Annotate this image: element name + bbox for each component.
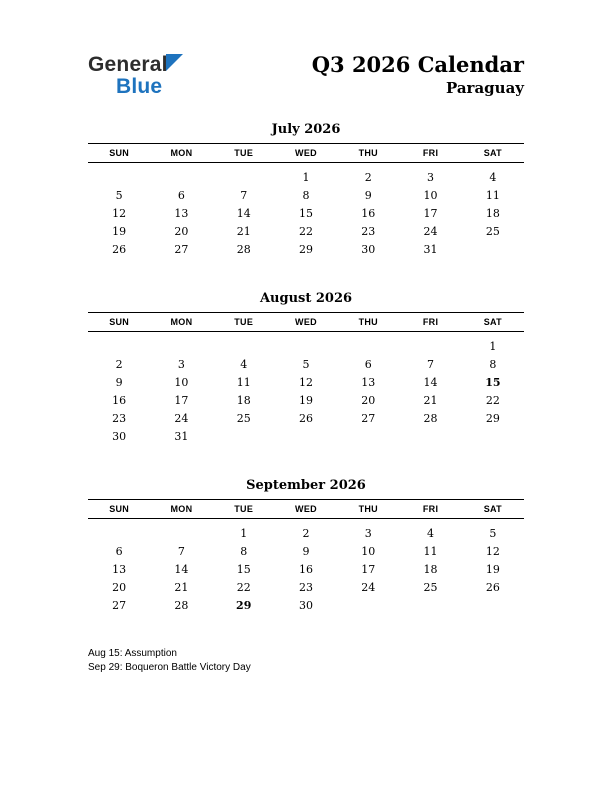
date-cell: 24 bbox=[361, 580, 376, 594]
date-cell: 4 bbox=[240, 357, 248, 371]
date-cell: 14 bbox=[236, 206, 251, 220]
day-header: TUE bbox=[234, 317, 254, 327]
date-cell: 31 bbox=[174, 429, 189, 443]
date-cell: 21 bbox=[236, 224, 251, 238]
week-row bbox=[88, 519, 524, 543]
date-cell: 13 bbox=[174, 206, 189, 220]
date-cell: 11 bbox=[236, 375, 251, 389]
date-cell: 17 bbox=[423, 206, 438, 220]
date-cell: 22 bbox=[236, 580, 251, 594]
empty-cell bbox=[399, 427, 461, 445]
day-header: SUN bbox=[109, 148, 130, 158]
day-header: WED bbox=[295, 148, 317, 158]
calendar-table bbox=[88, 312, 524, 445]
empty-cell bbox=[213, 427, 275, 445]
week-row bbox=[88, 163, 524, 187]
date-cell: 27 bbox=[361, 411, 376, 425]
day-header: THU bbox=[358, 317, 378, 327]
date-cell: 25 bbox=[423, 580, 438, 594]
date-cell: 15 bbox=[298, 206, 313, 220]
empty-cell bbox=[462, 427, 524, 445]
date-cell: 16 bbox=[361, 206, 376, 220]
date-cell: 9 bbox=[115, 375, 123, 389]
empty-cell bbox=[88, 163, 150, 187]
date-cell: 15 bbox=[485, 375, 501, 389]
week-row bbox=[88, 542, 524, 560]
week-row bbox=[88, 427, 524, 445]
date-cell: 27 bbox=[112, 598, 127, 612]
date-cell: 2 bbox=[302, 526, 310, 540]
date-cell: 1 bbox=[240, 526, 248, 540]
date-cell: 12 bbox=[485, 544, 500, 558]
date-cell: 1 bbox=[489, 339, 497, 353]
day-header-row bbox=[88, 144, 524, 163]
week-row bbox=[88, 409, 524, 427]
date-cell: 28 bbox=[423, 411, 438, 425]
empty-cell bbox=[150, 519, 212, 543]
logo-triangle-icon bbox=[166, 54, 183, 71]
date-cell: 24 bbox=[423, 224, 438, 238]
date-cell: 26 bbox=[298, 411, 313, 425]
date-cell: 14 bbox=[174, 562, 189, 576]
month-title: July 2026 bbox=[271, 122, 341, 137]
general-blue-logo bbox=[88, 52, 238, 100]
date-cell: 13 bbox=[112, 562, 127, 576]
date-cell: 30 bbox=[112, 429, 127, 443]
day-header-row bbox=[88, 313, 524, 332]
date-cell: 22 bbox=[298, 224, 313, 238]
day-header: SAT bbox=[483, 504, 502, 514]
week-row bbox=[88, 332, 524, 356]
date-cell: 9 bbox=[302, 544, 310, 558]
date-cell: 20 bbox=[361, 393, 376, 407]
date-cell: 19 bbox=[112, 224, 127, 238]
date-cell: 11 bbox=[423, 544, 438, 558]
empty-cell bbox=[399, 596, 461, 614]
date-cell: 19 bbox=[485, 562, 500, 576]
empty-cell bbox=[88, 332, 150, 356]
week-row bbox=[88, 560, 524, 578]
empty-cell bbox=[275, 427, 337, 445]
date-cell: 22 bbox=[485, 393, 500, 407]
date-cell: 24 bbox=[174, 411, 189, 425]
date-cell: 29 bbox=[485, 411, 500, 425]
empty-cell bbox=[213, 163, 275, 187]
day-header: SUN bbox=[109, 317, 130, 327]
date-cell: 8 bbox=[240, 544, 248, 558]
week-row bbox=[88, 596, 524, 614]
day-header: FRI bbox=[422, 317, 439, 327]
date-cell: 30 bbox=[298, 598, 313, 612]
date-cell: 10 bbox=[174, 375, 189, 389]
page-title: Q3 2026 Calendar bbox=[311, 52, 524, 77]
date-cell: 10 bbox=[361, 544, 376, 558]
date-cell: 10 bbox=[423, 188, 438, 202]
calendar-table bbox=[88, 499, 524, 614]
date-cell: 4 bbox=[427, 526, 435, 540]
month-section-july bbox=[88, 122, 524, 258]
date-cell: 15 bbox=[236, 562, 251, 576]
date-cell: 29 bbox=[298, 242, 313, 256]
week-row bbox=[88, 391, 524, 409]
date-cell: 8 bbox=[302, 188, 310, 202]
date-cell: 12 bbox=[112, 206, 127, 220]
date-cell: 23 bbox=[361, 224, 376, 238]
date-cell: 28 bbox=[236, 242, 251, 256]
day-header: TUE bbox=[234, 504, 254, 514]
day-header: MON bbox=[170, 317, 193, 327]
empty-cell bbox=[337, 427, 399, 445]
date-cell: 7 bbox=[177, 544, 185, 558]
date-cell: 26 bbox=[112, 242, 127, 256]
date-cell: 9 bbox=[364, 188, 372, 202]
date-cell: 6 bbox=[115, 544, 123, 558]
date-cell: 14 bbox=[423, 375, 438, 389]
date-cell: 20 bbox=[112, 580, 127, 594]
day-header-row bbox=[88, 500, 524, 519]
empty-cell bbox=[462, 240, 524, 258]
day-header: MON bbox=[170, 504, 193, 514]
logo-word-blue: Blue bbox=[116, 75, 163, 98]
logo-word-general: General bbox=[88, 53, 168, 76]
day-header: WED bbox=[295, 317, 317, 327]
date-cell: 23 bbox=[298, 580, 313, 594]
date-cell: 7 bbox=[240, 188, 248, 202]
date-cell: 30 bbox=[361, 242, 376, 256]
date-cell: 5 bbox=[302, 357, 310, 371]
footnote: Aug 15: Assumption bbox=[88, 648, 177, 659]
date-cell: 27 bbox=[174, 242, 189, 256]
empty-cell bbox=[337, 332, 399, 356]
date-cell: 8 bbox=[489, 357, 497, 371]
day-header: SAT bbox=[483, 148, 502, 158]
empty-cell bbox=[337, 596, 399, 614]
date-cell: 5 bbox=[115, 188, 123, 202]
day-header: FRI bbox=[422, 504, 439, 514]
day-header: THU bbox=[358, 148, 378, 158]
month-section-september bbox=[88, 478, 524, 614]
date-cell: 18 bbox=[236, 393, 251, 407]
footnote: Sep 29: Boqueron Battle Victory Day bbox=[88, 662, 251, 673]
empty-cell bbox=[88, 519, 150, 543]
empty-cell bbox=[399, 332, 461, 356]
day-header: WED bbox=[295, 504, 317, 514]
date-cell: 13 bbox=[361, 375, 376, 389]
month-title: September 2026 bbox=[246, 478, 366, 493]
day-header: THU bbox=[358, 504, 378, 514]
date-cell: 5 bbox=[489, 526, 497, 540]
page-subtitle: Paraguay bbox=[445, 79, 524, 98]
week-row bbox=[88, 578, 524, 596]
empty-cell bbox=[275, 332, 337, 356]
date-cell: 18 bbox=[485, 206, 500, 220]
week-row bbox=[88, 222, 524, 240]
holiday-footnotes bbox=[88, 647, 524, 675]
date-cell: 25 bbox=[485, 224, 500, 238]
date-cell: 19 bbox=[298, 393, 313, 407]
day-header: TUE bbox=[234, 148, 254, 158]
date-cell: 11 bbox=[485, 188, 500, 202]
page-header bbox=[88, 52, 524, 100]
week-row bbox=[88, 373, 524, 391]
date-cell: 25 bbox=[236, 411, 251, 425]
date-cell: 2 bbox=[115, 357, 123, 371]
date-cell: 18 bbox=[423, 562, 438, 576]
date-cell: 21 bbox=[423, 393, 438, 407]
month-title: August 2026 bbox=[259, 291, 353, 306]
date-cell: 23 bbox=[112, 411, 127, 425]
date-cell: 16 bbox=[112, 393, 127, 407]
date-cell: 16 bbox=[298, 562, 313, 576]
date-cell: 4 bbox=[489, 170, 497, 184]
date-cell: 7 bbox=[427, 357, 435, 371]
date-cell: 6 bbox=[364, 357, 372, 371]
empty-cell bbox=[150, 163, 212, 187]
empty-cell bbox=[150, 332, 212, 356]
week-row bbox=[88, 240, 524, 258]
day-header: FRI bbox=[422, 148, 439, 158]
date-cell: 29 bbox=[236, 598, 252, 612]
week-row bbox=[88, 355, 524, 373]
week-row bbox=[88, 204, 524, 222]
date-cell: 31 bbox=[423, 242, 438, 256]
month-section-august bbox=[88, 291, 524, 445]
day-header: MON bbox=[170, 148, 193, 158]
day-header: SAT bbox=[483, 317, 502, 327]
day-header: SUN bbox=[109, 504, 130, 514]
date-cell: 3 bbox=[364, 526, 372, 540]
date-cell: 1 bbox=[302, 170, 310, 184]
empty-cell bbox=[213, 332, 275, 356]
date-cell: 21 bbox=[174, 580, 189, 594]
date-cell: 28 bbox=[174, 598, 189, 612]
calendar-table bbox=[88, 143, 524, 258]
date-cell: 2 bbox=[364, 170, 372, 184]
date-cell: 26 bbox=[485, 580, 500, 594]
date-cell: 6 bbox=[177, 188, 185, 202]
date-cell: 17 bbox=[361, 562, 376, 576]
date-cell: 3 bbox=[427, 170, 435, 184]
empty-cell bbox=[462, 596, 524, 614]
date-cell: 17 bbox=[174, 393, 189, 407]
date-cell: 3 bbox=[177, 357, 185, 371]
week-row bbox=[88, 186, 524, 204]
date-cell: 12 bbox=[298, 375, 313, 389]
date-cell: 20 bbox=[174, 224, 189, 238]
title-block bbox=[312, 52, 524, 97]
